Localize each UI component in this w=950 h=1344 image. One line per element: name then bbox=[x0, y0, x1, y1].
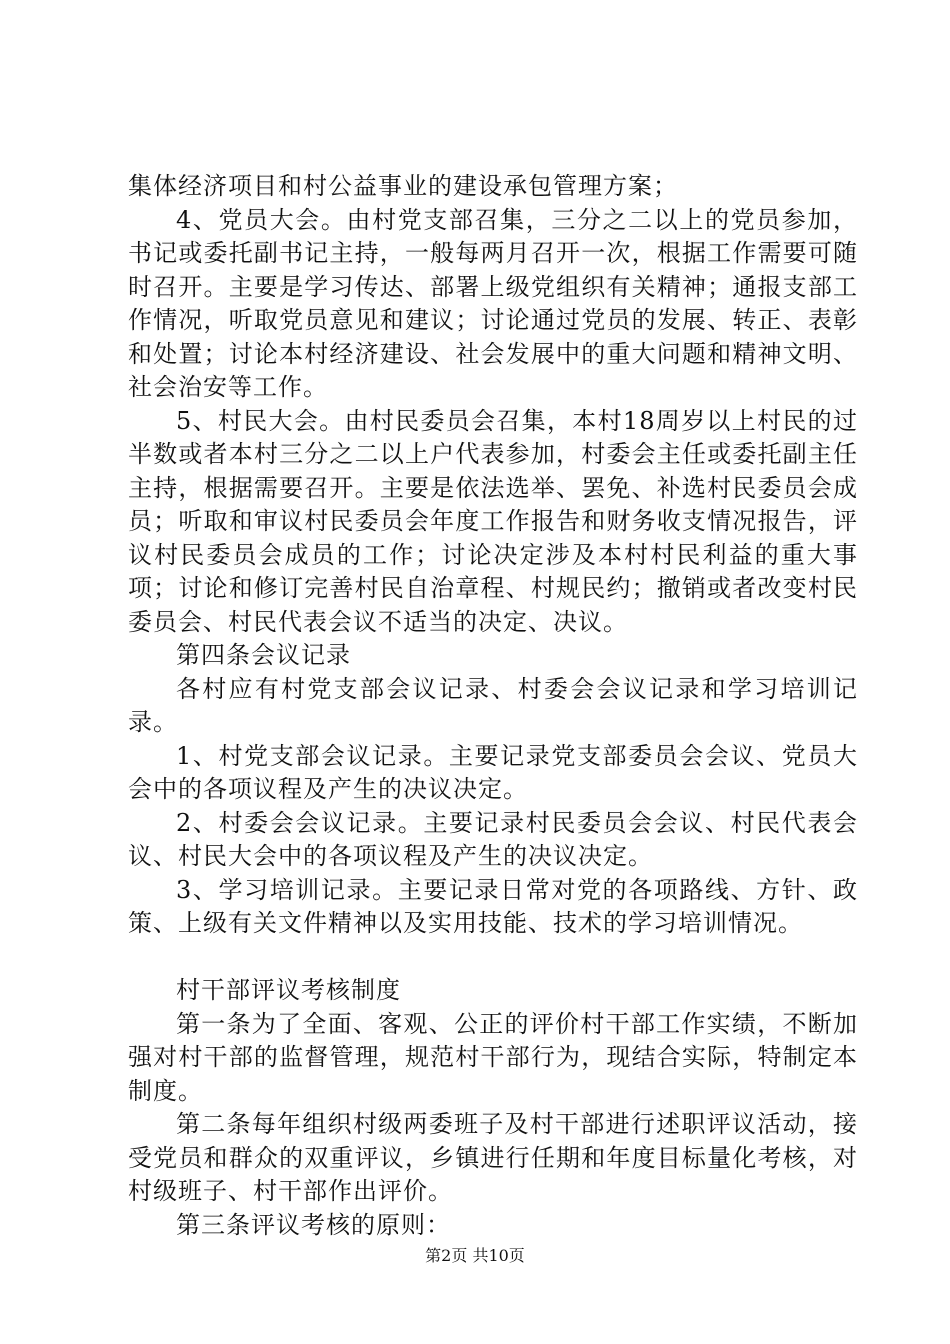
paragraph-article-two: 第二条每年组织村级两委班子及村干部进行述职评议活动，接受党员和群众的双重评议，乡镇进行任期和年度目标量化考核，对村级班子、村干部作出评价。 bbox=[128, 1110, 858, 1205]
paragraph-village-committee-records: 2、村委会会议记录。主要记录村民委员会会议、村民代表会议、村民大会中的各项议程及产生的决议决定。 bbox=[128, 808, 858, 870]
section-spacer bbox=[128, 941, 858, 975]
heading-article-four: 第四条会议记录 bbox=[176, 641, 351, 669]
paragraph-meeting-records: 各村应有村党支部会议记录、村委会会议记录和学习培训记录。 bbox=[128, 674, 858, 736]
paragraph-party-congress: 4、党员大会。由村党支部召集，三分之二以上的党员参加，书记或委托副书记主持，一般每两月召开一次，根据工作需要可随时召开。主要是学习传达、部署上级党组织有关精神；通报支部工作情况，听取党员意见和建议；讨论通过党员的发展、转正、表彰和处置；讨论本村经济建设、社会发展中的重大问题和精神文明、社会治安等工作。 bbox=[128, 205, 858, 401]
page-number-footer: 第2页 共10页 bbox=[425, 1246, 525, 1265]
paragraph-continuation: 集体经济项目和村公益事业的建设承包管理方案； bbox=[128, 172, 678, 200]
paragraph-villagers-assembly: 5、村民大会。由村民委员会召集，本村18周岁以上村民的过半数或者本村三分之二以上户代表参加，村委会主任或委托副主任主持，根据需要召开。主要是依法选举、罢免、补选村民委员会成员；听取和审议村民委员会年度工作报告和财务收支情况报告，评议村民委员会成员的工作；讨论决定涉及本村村民利益的重大事项；讨论和修订完善村民自治章程、村规民约；撤销或者改变村民委员会、村民代表会议不适当的决定、决议。 bbox=[128, 406, 858, 636]
paragraph-party-branch-records: 1、村党支部会议记录。主要记录党支部委员会会议、党员大会中的各项议程及产生的决议决定。 bbox=[128, 741, 858, 803]
paragraph-training-records: 3、学习培训记录。主要记录日常对党的各项路线、方针、政策、上级有关文件精神以及实用技能、技术的学习培训情况。 bbox=[128, 875, 858, 937]
paragraph-article-three: 第三条评议考核的原则： bbox=[176, 1210, 451, 1239]
document-body bbox=[128, 170, 858, 1242]
paragraph-article-one: 第一条为了全面、客观、公正的评价村干部工作实绩，不断加强对村干部的监督管理，规范村干部行为，现结合实际，特制定本制度。 bbox=[128, 1009, 858, 1105]
section-title-evaluation: 村干部评议考核制度 bbox=[176, 976, 401, 1004]
